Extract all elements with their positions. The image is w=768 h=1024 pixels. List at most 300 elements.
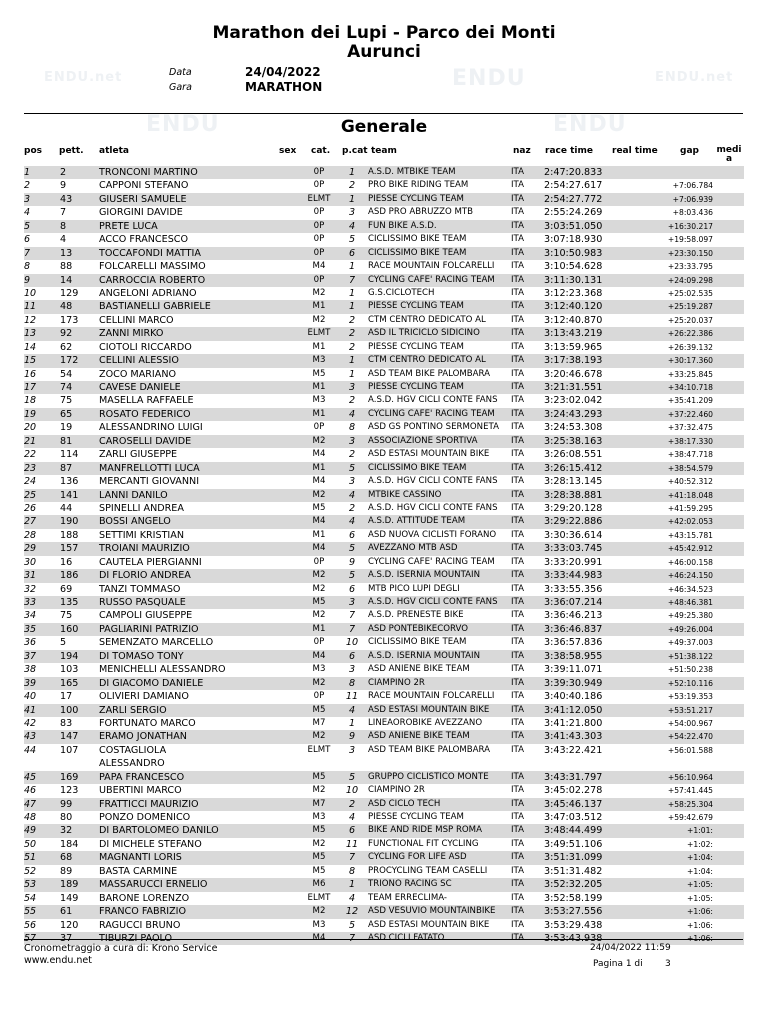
- row-pett: 88: [60, 261, 73, 273]
- table-row: [24, 448, 744, 461]
- row-team: CTM CENTRO DEDICATO AL: [368, 355, 486, 366]
- row-gap: +35:41.209: [667, 396, 713, 406]
- row-pos: 49: [24, 825, 37, 837]
- row-pos: 28: [24, 529, 37, 541]
- row-pos: 27: [24, 516, 37, 528]
- row-pett: 173: [60, 314, 79, 326]
- row-cat: M2: [312, 610, 326, 621]
- row-gap: +38:47.718: [667, 450, 713, 460]
- row-pett: 189: [60, 879, 79, 891]
- gara-label: Gara: [169, 82, 192, 93]
- row-atleta: MAGNANTI LORIS: [99, 852, 182, 864]
- row-pcat: 4: [348, 489, 356, 501]
- row-pett: 190: [60, 516, 79, 528]
- row-cat: M1: [312, 529, 326, 540]
- row-team: CYCLING CAFE' RACING TEAM: [368, 556, 495, 567]
- row-pcat: 7: [348, 610, 356, 622]
- row-pos: 13: [24, 328, 37, 340]
- row-pett: 184: [60, 838, 79, 850]
- row-pcat: 4: [348, 704, 356, 716]
- row-race-time: 3:11:30.131: [544, 274, 603, 286]
- col-race-time: race time: [545, 146, 593, 156]
- row-pos: 1: [24, 167, 31, 178]
- row-pos: 20: [24, 422, 37, 434]
- table-row: [24, 300, 744, 313]
- row-pos: 5: [24, 220, 31, 232]
- row-naz: ITA: [511, 838, 524, 849]
- row-atleta: TIBURZI PAOLO: [99, 932, 173, 944]
- row-atleta: ACCO FRANCESCO: [99, 234, 189, 246]
- row-pos: 54: [24, 892, 37, 904]
- table-row: [24, 704, 744, 717]
- row-cat: M2: [312, 583, 326, 594]
- row-team: TEAM ERRECLIMA-: [368, 892, 448, 903]
- row-pos: 8: [24, 261, 31, 273]
- row-pcat: 11: [345, 838, 359, 850]
- row-race-time: 3:24:53.308: [544, 422, 603, 434]
- row-team: A.S.D. HGV CICLI CONTE FANS: [368, 395, 498, 406]
- row-pos: 12: [24, 314, 37, 326]
- row-pett: 9: [60, 180, 67, 192]
- col-pett: pett.: [59, 146, 84, 156]
- row-pos: 23: [24, 462, 37, 474]
- row-race-time: 3:33:03.745: [544, 543, 603, 555]
- row-pcat: 1: [348, 717, 356, 729]
- row-naz: ITA: [511, 382, 524, 392]
- table-row: [24, 274, 744, 287]
- row-gap: +23:30.150: [667, 248, 713, 258]
- row-team: PRO BIKE RIDING TEAM: [368, 180, 469, 191]
- table-row: [24, 341, 744, 354]
- table-row: [24, 677, 744, 690]
- row-pos: 24: [24, 476, 37, 488]
- row-naz: ITA: [511, 220, 524, 231]
- row-atleta: MERCANTI GIOVANNI: [99, 476, 200, 488]
- row-naz: ITA: [511, 207, 524, 218]
- section-title: Generale: [340, 117, 428, 137]
- row-pcat: 2: [348, 449, 356, 461]
- table-row: [24, 784, 744, 797]
- row-naz: ITA: [511, 355, 524, 366]
- row-naz: ITA: [511, 556, 524, 567]
- row-naz: ITA: [511, 664, 524, 675]
- col-gap: gap: [680, 146, 699, 156]
- row-cat: 0P: [313, 247, 325, 258]
- row-pett: 17: [60, 691, 73, 703]
- row-naz: ITA: [511, 314, 524, 325]
- row-atleta: ROSATO FEDERICO: [99, 408, 191, 420]
- row-cat: M5: [312, 771, 326, 782]
- row-atleta: TROIANI MAURIZIO: [99, 543, 190, 555]
- row-pcat: 1: [348, 287, 356, 299]
- col-media: medi a: [716, 145, 742, 164]
- table-row: [24, 166, 744, 179]
- row-cat: ELMT: [307, 328, 331, 339]
- row-race-time: 3:20:46.678: [544, 368, 603, 380]
- row-naz: ITA: [511, 744, 524, 755]
- row-pcat: 3: [348, 435, 356, 447]
- row-pos: 45: [24, 771, 37, 783]
- table-row: [24, 394, 744, 407]
- row-race-time: 3:45:02.278: [544, 785, 603, 797]
- row-pcat: 7: [348, 932, 356, 944]
- row-gap: +1:06:: [687, 920, 713, 930]
- row-naz: ITA: [511, 825, 524, 836]
- row-gap: +25:20.037: [667, 315, 713, 325]
- row-atleta: BASTIANELLI GABRIELE: [99, 301, 211, 313]
- row-pett: 123: [60, 785, 79, 797]
- row-naz: ITA: [511, 328, 524, 339]
- row-team: BIKE AND RIDE MSP ROMA: [368, 825, 482, 836]
- table-row: [24, 811, 744, 824]
- row-team: A.S.D. HGV CICLI CONTE FANS: [368, 597, 498, 607]
- row-pcat: 1: [348, 193, 356, 205]
- row-pcat: 3: [348, 597, 356, 608]
- row-pcat: 1: [348, 355, 356, 367]
- row-pett: 69: [60, 583, 73, 595]
- row-cat: ELMT: [307, 892, 331, 903]
- row-pett: 14: [60, 274, 73, 286]
- row-cat: M2: [312, 570, 326, 581]
- row-naz: ITA: [511, 180, 524, 191]
- row-cat: M4: [312, 476, 326, 487]
- row-atleta: ZARLI SERGIO: [99, 704, 167, 716]
- row-race-time: 3:43:31.797: [544, 771, 603, 783]
- row-race-time: 3:36:07.214: [544, 597, 603, 608]
- row-race-time: 3:41:21.800: [544, 717, 603, 729]
- row-cat: M7: [312, 717, 326, 728]
- row-pett: 13: [60, 247, 73, 259]
- table-row: [24, 865, 744, 878]
- row-pcat: 9: [348, 731, 356, 743]
- row-pett: 37: [60, 932, 73, 944]
- row-gap: +43:15.781: [667, 530, 713, 540]
- table-row: [24, 435, 744, 448]
- row-naz: ITA: [511, 798, 524, 809]
- row-pcat: 6: [348, 825, 356, 837]
- row-race-time: 3:53:27.556: [544, 906, 603, 918]
- row-race-time: 3:21:31.551: [544, 382, 603, 393]
- row-atleta: TANZI TOMMASO: [99, 583, 181, 595]
- row-team: ASD CICLO TECH: [368, 798, 441, 809]
- row-pos: 55: [24, 906, 37, 918]
- table-row: [24, 502, 744, 515]
- row-atleta: BASTA CARMINE: [99, 865, 178, 877]
- row-pos: 51: [24, 852, 37, 864]
- row-pos: 34: [24, 610, 37, 622]
- row-atleta: CAPPONI STEFANO: [99, 180, 189, 192]
- row-pcat: 6: [348, 583, 356, 595]
- row-pcat: 5: [348, 570, 356, 582]
- row-cat: M4: [312, 516, 326, 527]
- table-row: [24, 771, 744, 784]
- row-atleta: ZARLI GIUSEPPE: [99, 449, 178, 461]
- row-cat: M3: [312, 664, 326, 675]
- row-team: TRIONO RACING SC: [368, 879, 452, 890]
- row-cat: M5: [312, 502, 326, 513]
- row-gap: +25:02.535: [667, 288, 713, 298]
- row-pett: 75: [60, 610, 73, 622]
- row-cat: M7: [312, 798, 326, 809]
- row-naz: ITA: [511, 583, 524, 594]
- table-row: [24, 421, 744, 434]
- row-pos: 19: [24, 408, 37, 420]
- row-cat: M5: [312, 597, 326, 607]
- row-pos: 30: [24, 556, 37, 568]
- row-atleta: PONZO DOMENICO: [99, 812, 191, 824]
- row-gap: +7:06.939: [672, 194, 713, 204]
- row-pett: 135: [60, 597, 79, 608]
- row-race-time: 3:12:40.870: [544, 314, 603, 326]
- row-cat: 0P: [313, 422, 325, 433]
- row-gap: +48:46.381: [667, 598, 713, 607]
- row-race-time: 3:26:15.412: [544, 462, 603, 474]
- row-pett: 172: [60, 355, 79, 367]
- row-gap: +23:33.795: [667, 262, 713, 272]
- row-gap: +34:10.718: [667, 383, 713, 392]
- row-cat: M3: [312, 355, 326, 366]
- row-pos: 41: [24, 704, 37, 716]
- row-pcat: 1: [348, 368, 356, 380]
- row-naz: ITA: [511, 879, 524, 890]
- row-pos: 21: [24, 435, 37, 447]
- row-race-time: 3:30:36.614: [544, 529, 603, 541]
- row-gap: +56:01.588: [667, 745, 713, 755]
- row-cat: M3: [312, 812, 326, 823]
- row-gap: +1:02:: [687, 839, 713, 849]
- row-naz: ITA: [511, 785, 524, 796]
- row-race-time: 3:33:20.991: [544, 556, 603, 568]
- row-pcat: 6: [348, 650, 356, 662]
- row-cat: M4: [312, 932, 326, 943]
- row-pett: 169: [60, 771, 79, 783]
- row-pos: 17: [24, 382, 37, 393]
- row-atleta: BARONE LORENZO: [99, 892, 190, 904]
- row-gap: +40:52.312: [667, 477, 713, 487]
- row-team: A.S.D. ISERNIA MOUNTAIN: [368, 570, 481, 581]
- col-real-time: real time: [612, 146, 658, 156]
- table-header: [24, 146, 744, 166]
- row-race-time: 3:24:43.293: [544, 408, 603, 420]
- row-pos: 36: [24, 637, 37, 649]
- row-pos: 10: [24, 287, 37, 299]
- row-naz: ITA: [511, 341, 524, 352]
- row-pos: 42: [24, 717, 37, 729]
- row-naz: ITA: [511, 449, 524, 460]
- row-pcat: 2: [348, 180, 356, 192]
- row-naz: ITA: [511, 476, 524, 487]
- row-atleta: COSTAGLIOLA: [99, 744, 167, 756]
- row-race-time: 3:39:11.071: [544, 664, 603, 676]
- col-pcat: p.cat: [342, 146, 368, 156]
- table-row: [24, 596, 744, 609]
- table-row: [24, 556, 744, 569]
- row-pett: 5: [60, 637, 67, 649]
- row-naz: ITA: [511, 731, 524, 742]
- row-gap: +51:38.122: [667, 651, 713, 661]
- row-pos: 33: [24, 597, 37, 608]
- row-pos: 2: [24, 180, 31, 192]
- table-row: [24, 206, 744, 219]
- row-race-time: 3:51:31.482: [544, 865, 603, 877]
- row-team: CICLISSIMO BIKE TEAM: [368, 637, 467, 648]
- row-naz: ITA: [511, 301, 524, 312]
- title-line-1: Marathon dei Lupi - Parco dei Monti: [212, 23, 556, 43]
- row-race-time: 3:26:08.551: [544, 449, 603, 461]
- row-gap: +46:34.523: [667, 584, 713, 594]
- row-cat: M3: [312, 919, 326, 930]
- row-pos: 14: [24, 341, 37, 353]
- row-atleta: MASELLA RAFFAELE: [99, 395, 194, 407]
- row-pett: 136: [60, 476, 79, 488]
- row-pos: 50: [24, 838, 37, 850]
- row-gap: +33:25.845: [667, 369, 713, 379]
- table-row: [24, 569, 744, 582]
- row-pcat: 1: [348, 301, 356, 313]
- row-pett: 99: [60, 798, 73, 810]
- row-gap: +53:19.353: [667, 692, 713, 702]
- row-pcat: 1: [348, 167, 356, 178]
- table-row: [24, 489, 744, 502]
- row-atleta: DI TOMASO TONY: [99, 650, 184, 662]
- row-race-time: 3:10:50.983: [544, 247, 603, 259]
- row-naz: ITA: [511, 422, 524, 433]
- row-pos: 37: [24, 650, 37, 662]
- row-team: PIESSE CYCLING TEAM: [368, 812, 464, 823]
- row-pett: 87: [60, 462, 73, 474]
- row-naz: ITA: [511, 717, 524, 728]
- row-pett: 114: [60, 449, 79, 461]
- row-pos: 52: [24, 865, 37, 877]
- row-cat: 0P: [313, 556, 325, 567]
- watermark: ENDU.net: [44, 70, 123, 85]
- row-pos: 46: [24, 785, 37, 797]
- row-naz: ITA: [511, 274, 524, 285]
- row-atleta: LANNI DANILO: [99, 489, 168, 501]
- row-gap: +30:17.360: [667, 356, 713, 366]
- row-naz: ITA: [511, 462, 524, 473]
- row-pos: 25: [24, 489, 37, 501]
- row-pos: 6: [24, 234, 31, 246]
- row-team: CYCLING CAFE' RACING TEAM: [368, 274, 495, 285]
- row-pcat: 2: [348, 341, 356, 353]
- table-row: [24, 314, 744, 327]
- row-pos: 18: [24, 395, 37, 407]
- row-race-time: 3:33:44.983: [544, 570, 603, 582]
- row-gap: +58:25.304: [667, 799, 713, 809]
- row-naz: ITA: [511, 489, 524, 500]
- results-table: [24, 166, 744, 945]
- row-pos: 11: [24, 301, 37, 313]
- row-pett: 68: [60, 852, 73, 864]
- row-pett: 16: [60, 556, 73, 568]
- row-team: A.S.D. MTBIKE TEAM: [368, 167, 456, 177]
- row-naz: ITA: [511, 812, 524, 823]
- row-team: CIAMPINO 2R: [368, 785, 425, 796]
- row-team: AVEZZANO MTB ASD: [368, 543, 458, 554]
- row-pos: 53: [24, 879, 37, 891]
- footer-website: www.endu.net: [24, 955, 92, 966]
- row-cat: M2: [312, 785, 326, 796]
- row-team: CYCLING FOR LIFE ASD: [368, 852, 467, 863]
- table-row: [24, 838, 744, 851]
- row-race-time: 3:39:30.949: [544, 677, 603, 689]
- row-race-time: 3:07:18.930: [544, 234, 603, 246]
- row-atleta: CIOTOLI RICCARDO: [99, 341, 192, 353]
- row-race-time: 3:49:51.106: [544, 838, 603, 850]
- row-naz: ITA: [511, 919, 524, 930]
- row-pos: 9: [24, 274, 31, 286]
- table-row: [24, 878, 744, 891]
- row-atleta: DI FLORIO ANDREA: [99, 570, 191, 582]
- row-race-time: 3:12:23.368: [544, 287, 603, 299]
- row-race-time: 3:13:43.219: [544, 328, 603, 340]
- row-race-time: 2:47:20.833: [544, 167, 603, 178]
- table-row: [24, 905, 744, 918]
- row-atleta: ANGELONI ADRIANO: [99, 287, 197, 299]
- row-cat: M1: [312, 623, 326, 634]
- row-pcat: 3: [348, 476, 356, 488]
- row-pcat: 4: [348, 892, 356, 904]
- table-row: [24, 717, 744, 730]
- row-atleta: ERAMO JONATHAN: [99, 731, 187, 743]
- row-gap: +56:10.964: [667, 772, 713, 782]
- watermark: ENDU.net: [655, 70, 734, 85]
- row-team: RACE MOUNTAIN FOLCARELLI: [368, 261, 495, 272]
- row-gap: +7:06.784: [672, 181, 713, 191]
- table-row: [24, 247, 744, 260]
- table-row: [24, 381, 744, 394]
- row-atleta: MENICHELLI ALESSANDRO: [99, 664, 226, 676]
- row-cat: 0P: [313, 167, 325, 177]
- table-row: [24, 824, 744, 837]
- row-team: CYCLING CAFE' RACING TEAM: [368, 408, 495, 419]
- table-row: [24, 609, 744, 622]
- table-row: [24, 851, 744, 864]
- row-pcat: 7: [348, 623, 356, 635]
- table-row: [24, 798, 744, 811]
- table-row: [24, 730, 744, 743]
- row-gap: +24:09.298: [667, 275, 713, 285]
- table-row: [24, 650, 744, 663]
- row-pett: 44: [60, 502, 73, 514]
- row-cat: M6: [312, 879, 326, 890]
- row-atleta: FOLCARELLI MASSIMO: [99, 261, 206, 273]
- row-pcat: 9: [348, 556, 356, 568]
- row-gap: +41:18.048: [667, 490, 713, 500]
- row-team: LINEAOROBIKE AVEZZANO: [368, 717, 483, 728]
- row-pett: 62: [60, 341, 73, 353]
- row-pcat: 4: [348, 220, 356, 232]
- row-cat: M2: [312, 677, 326, 688]
- row-naz: ITA: [511, 570, 524, 581]
- row-naz: ITA: [511, 193, 524, 204]
- row-team: PIESSE CYCLING TEAM: [368, 341, 464, 352]
- row-team: CTM CENTRO DEDICATO AL: [368, 314, 486, 325]
- row-pos: 7: [24, 247, 31, 259]
- row-pcat: 5: [348, 919, 356, 931]
- row-pett: 107: [60, 744, 79, 756]
- row-cat: M3: [312, 395, 326, 406]
- row-naz: ITA: [511, 691, 524, 702]
- row-pcat: 3: [348, 664, 356, 676]
- row-cat: M4: [312, 543, 326, 554]
- row-team: CICLISSIMO BIKE TEAM: [368, 234, 467, 245]
- row-team: ASSOCIAZIONE SPORTIVA: [368, 435, 478, 446]
- row-gap: +26:39.132: [667, 342, 713, 352]
- row-naz: ITA: [511, 677, 524, 688]
- row-pcat: 10: [345, 785, 359, 797]
